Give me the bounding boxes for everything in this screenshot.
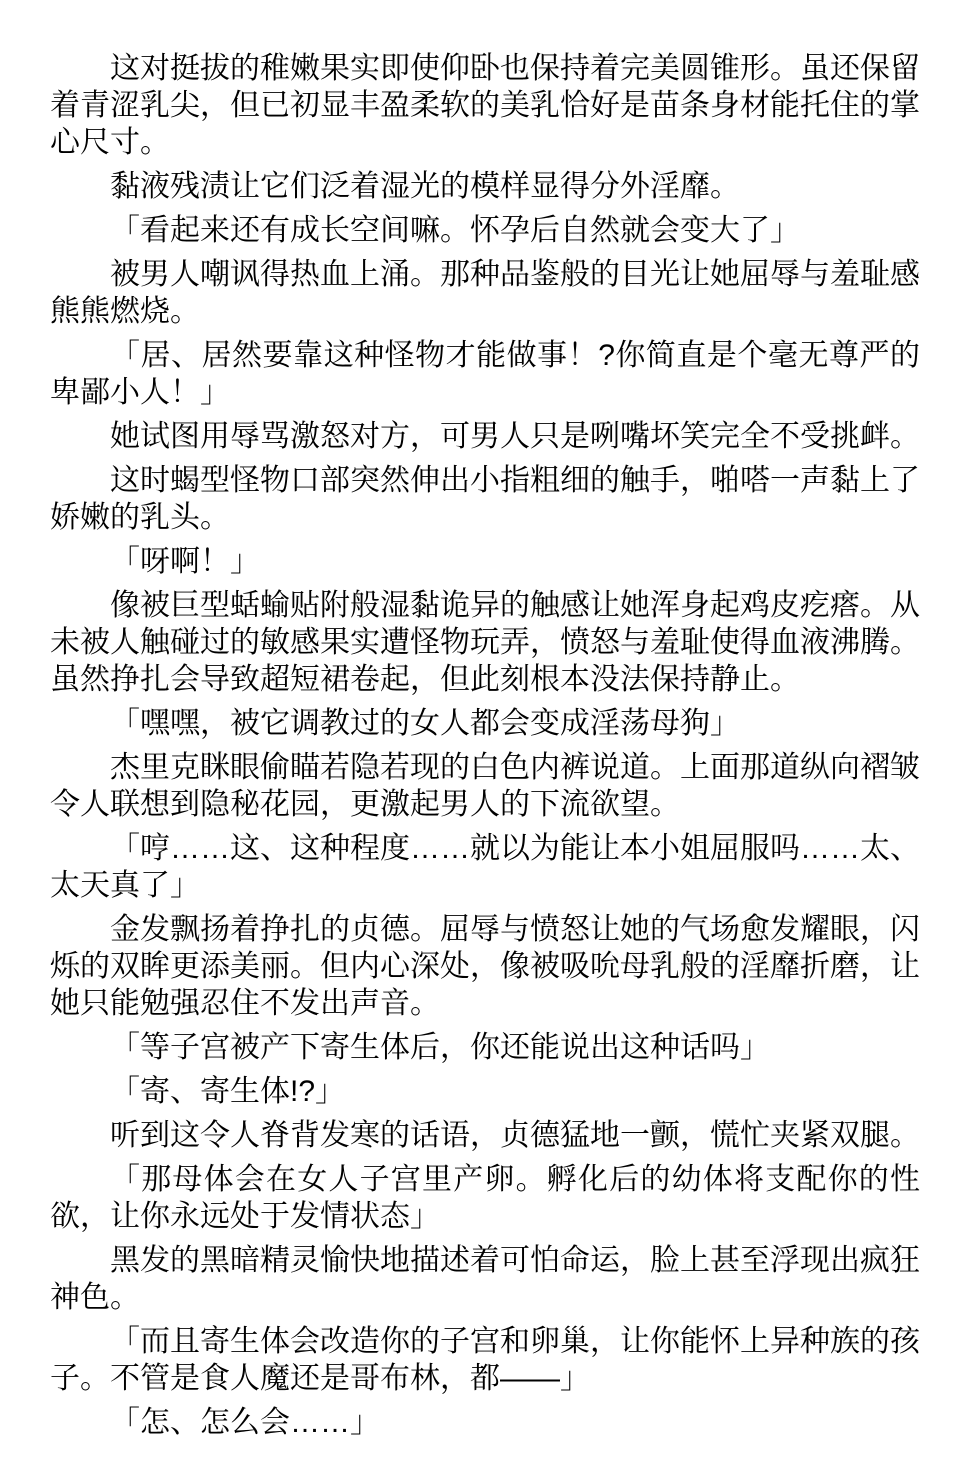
paragraph: 黏液残渍让它们泛着湿光的模样显得分外淫靡。 [110,170,740,203]
paragraph: 杰里克眯眼偷瞄若隐若现的白色内裤说道。上面那道纵向褶皱令人联想到隐秘花园，更激起男人的下流欲望。 [50,751,920,821]
paragraph-dialogue: 「居、居然要靠这种怪物才能做事！?你简直是个毫无尊严的卑鄙小人！」 [50,339,920,409]
paragraph-dialogue: 「呀啊！」 [110,545,260,578]
paragraph: 听到这令人脊背发寒的话语，贞德猛地一颤，慌忙夹紧双腿。 [110,1119,920,1152]
paragraph: 这对挺拔的稚嫩果实即使仰卧也保持着完美圆锥形。虽还保留着青涩乳尖，但已初显丰盈柔软的美乳恰好是苗条身材能托住的掌心尺寸。 [50,52,920,159]
paragraph-dialogue: 「等子宫被产下寄生体后，你还能说出这种话吗」 [110,1031,770,1064]
paragraph-dialogue: 「看起来还有成长空间嘛。怀孕后自然就会变大了」 [110,214,800,247]
paragraph-dialogue: 「那母体会在女人子宫里产卵。孵化后的幼体将支配你的性欲，让你永远处于发情状态」 [50,1163,920,1233]
paragraph-dialogue: 「而且寄生体会改造你的子宫和卵巢，让你能怀上异种族的孩子。不管是食人魔还是哥布林，都——」 [50,1325,920,1395]
paragraph-dialogue: 「哼……这、这种程度……就以为能让本小姐屈服吗……太、太天真了」 [50,832,920,902]
paragraph: 这时蝎型怪物口部突然伸出小指粗细的触手，啪嗒一声黏上了娇嫩的乳头。 [50,464,920,534]
paragraph: 被男人嘲讽得热血上涌。那种品鉴般的目光让她屈辱与羞耻感熊熊燃烧。 [50,258,920,328]
paragraph-dialogue: 「寄、寄生体!?」 [110,1075,346,1108]
paragraph: 黑发的黑暗精灵愉快地描述着可怕命运，脸上甚至浮现出疯狂神色。 [50,1244,920,1314]
paragraph-dialogue: 「嘿嘿，被它调教过的女人都会变成淫荡母狗」 [110,707,740,740]
paragraph: 像被巨型蛞蝓贴附般湿黏诡异的触感让她浑身起鸡皮疙瘩。从未被人触碰过的敏感果实遭怪物玩弄，愤怒与羞耻使得血液沸腾。虽然挣扎会导致超短裙卷起，但此刻根本没法保持静止。 [50,589,920,696]
paragraph: 她试图用辱骂激怒对方，可男人只是咧嘴坏笑完全不受挑衅。 [110,420,920,453]
paragraph-dialogue: 「怎、怎么会……」 [110,1406,380,1439]
paragraph: 金发飘扬着挣扎的贞德。屈辱与愤怒让她的气场愈发耀眼，闪烁的双眸更添美丽。但内心深处，像被吸吮母乳般的淫靡折磨，让她只能勉强忍住不发出声音。 [50,913,920,1020]
